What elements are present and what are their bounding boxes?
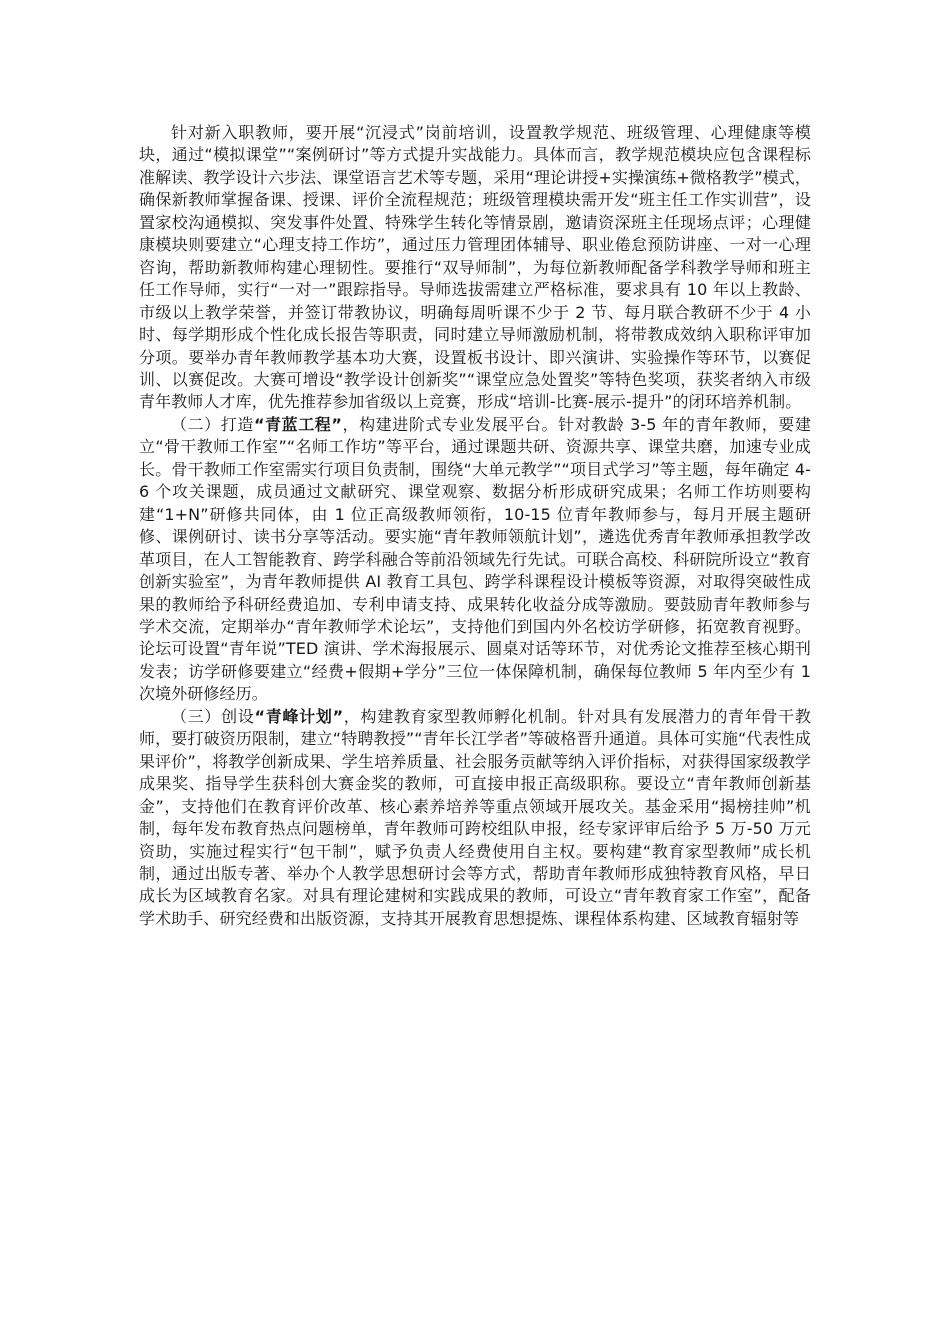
section-lead: （三）创设 bbox=[171, 706, 255, 726]
paragraph-text: ，构建进阶式专业发展平台。针对教龄 3-5 年的青年教师，要建立“骨干教师工作室”“名师工作坊”等平台，通过课题共研、资源共享、课堂共磨，加速专业成长。骨干教师工作室需实行项目负责制，围绕“大单元教学”“项目式学习”等主题，每年确定 4-6 个攻关课题，成员通过文献研究、课堂观察、数据分析形成研究成果；名师工作坊则要构建“1+N”研修共同体，由 1 位正高级教师领衔，10-15 位青年教师参与，每月开展主题研修、课例研讨、读书分享等活动。要实施“青年教师领航计划”，遴选优秀青年教师承担教学改革项目，在人工智能教育、跨学科融合等前沿领域先行先试。可联合高校、科研院所设立“教育创新实验室”，为青年教师提供 AI 教育工具包、跨学科课程设计模板等资源，对取得突破性成果的教师给予科研经费追加、专利申请支持、成果转化收益分成等激励。要鼓励青年教师参与学术交流，定期举办“青年教师学术论坛”，支持他们到国内外名校访学研修，拓宽教育视野。论坛可设置“青年说”TED 演讲、学术海报展示、圆桌对话等环节，对优秀论文推荐至核心期刊发表；访学研修要建立“经费+假期+学分”三位一体保障机制，确保每位教师 5 年内至少有 1 次境外研修经历。 bbox=[139, 414, 811, 704]
paragraph-text: ，构建教育家型教师孵化机制。针对具有发展潜力的青年骨干教师，要打破资历限制，建立“特聘教授”“青年长江学者”等破格晋升通道。具体可实施“代表性成果评价”，将教学创新成果、学生培养质量、社会服务贡献等纳入评价指标，对获得国家级教学成果奖、指导学生获科创大赛金奖的教师，可直接申报正高级职称。要设立“青年教师创新基金”，支持他们在教育评价改革、核心素养培养等重点领域开展攻关。基金采用“揭榜挂帅”机制，每年发布教育热点问题榜单，青年教师可跨校组队申报，经专家评审后给予 5 万-50 万元资助，实施过程实行“包干制”，赋予负责人经费使用自主权。要构建“教育家型教师”成长机制，通过出版专著、举办个人教学思想研讨会等方式，帮助青年教师形成独特教育风格，早日成长为区域教育名家。对具有理论建树和实践成果的教师，可设立“青年教育家工作室”，配备学术助手、研究经费和出版资源，支持其开展教育思想提炼、课程体系构建、区域教育辐射等 bbox=[139, 706, 811, 928]
section-highlight: “青蓝工程” bbox=[253, 414, 342, 434]
paragraph-qingfeng-plan bbox=[139, 706, 811, 931]
section-highlight: “青峰计划” bbox=[254, 706, 344, 726]
section-lead: （二）打造 bbox=[171, 414, 254, 434]
paragraph-text: 针对新入职教师，要开展“沉浸式”岗前培训，设置教学规范、班级管理、心理健康等模块，通过“模拟课堂”“案例研讨”等方式提升实战能力。具体而言，教学规范模块应包含课程标准解读、教学设计六步法、课堂语言艺术等专题，采用“理论讲授+实操演练+微格教学”模式，确保新教师掌握备课、授课、评价全流程规范；班级管理模块需开发“班主任工作实训营”，设置家校沟通模拟、突发事件处置、特殊学生转化等情景剧，邀请资深班主任现场点评；心理健康模块则要建立“心理支持工作坊”，通过压力管理团体辅导、职业倦怠预防讲座、一对一心理咨询，帮助新教师构建心理韧性。要推行“双导师制”，为每位新教师配备学科教学导师和班主任工作导师，实行“一对一”跟踪指导。导师选拔需建立严格标准，要求具有 10 年以上教龄、市级以上教学荣誉，并签订带教协议，明确每周听课不少于 2 节、每月联合教研不少于 4 小时、每学期形成个性化成长报告等职责，同时建立导师激励机制，将带教成效纳入职称评审加分项。要举办青年教师教学基本功大赛，设置板书设计、即兴演讲、实验操作等环节，以赛促训、以赛促改。大赛可增设“教学设计创新奖”“课堂应急处置奖”等特色奖项，获奖者纳入市级青年教师人才库，优先推荐参加省级以上竞赛，形成“培训-比赛-展示-提升”的闭环培养机制。 bbox=[139, 123, 811, 412]
paragraph-new-teacher-training bbox=[139, 122, 811, 414]
paragraph-qinglan-project bbox=[139, 414, 811, 706]
document-page bbox=[139, 122, 811, 930]
